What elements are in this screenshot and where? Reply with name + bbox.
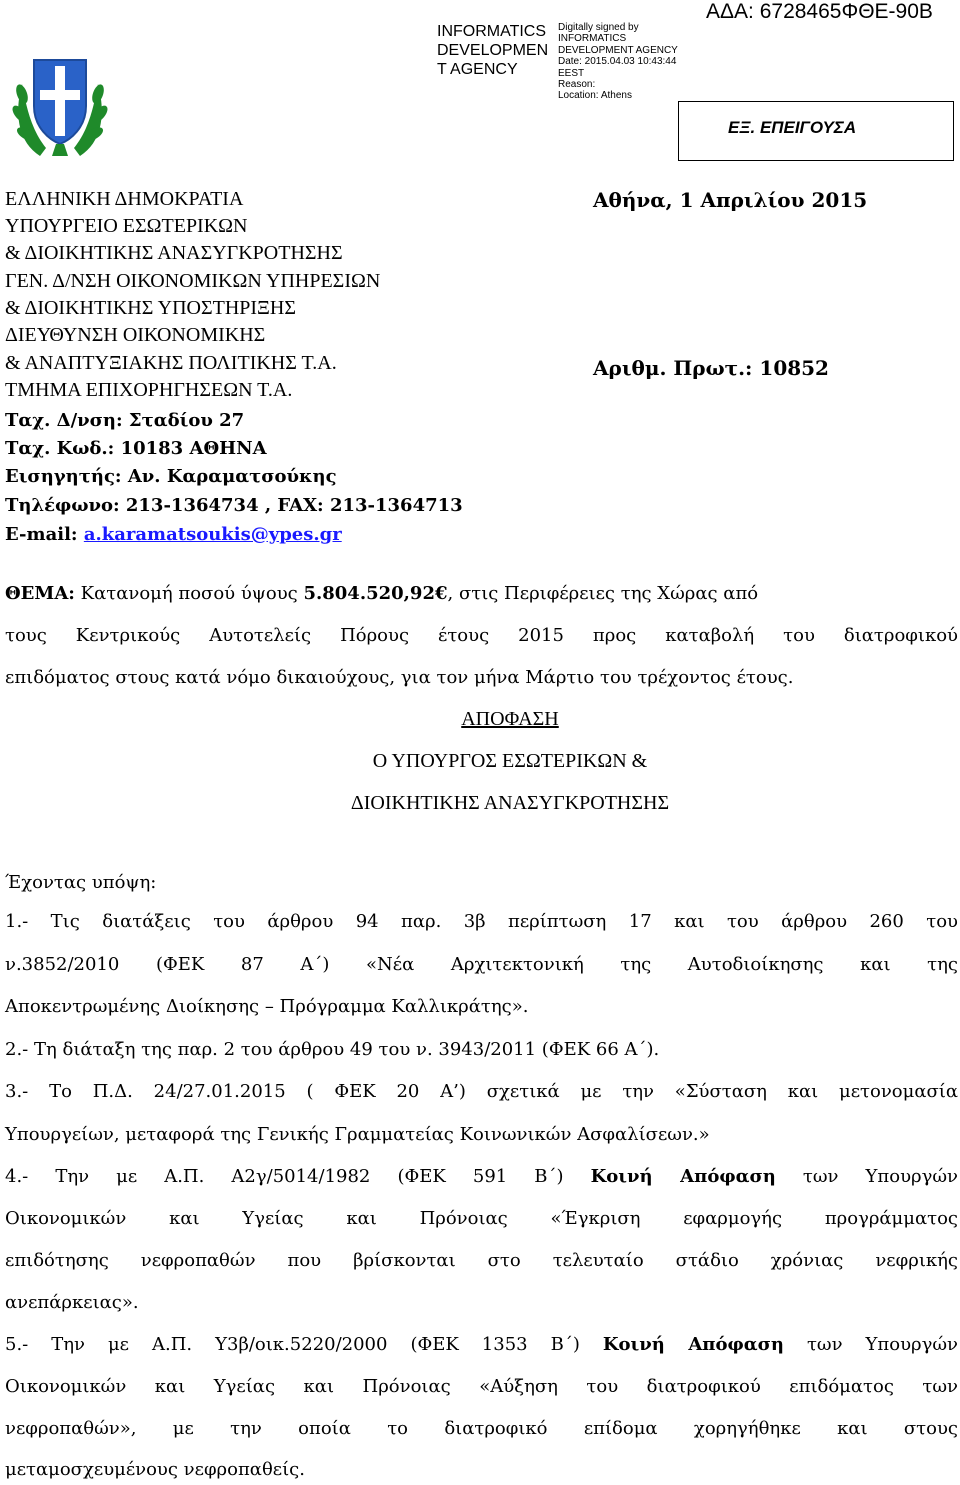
item-5-line [5, 1334, 958, 1355]
subject-label: ΘΕΜΑ: [5, 583, 75, 604]
signature-detail: Reason: [558, 79, 596, 91]
item-5-text: 5.- Την με Α.Π. Υ3β/οικ.5220/2000 (ΦΕΚ 1353 Β΄) [5, 1334, 603, 1355]
item-4-line: Οικονομικών και Υγείας και Πρόνοιας «Έγκριση εφαρμογής προγράμματος [5, 1208, 958, 1229]
considering-label: Έχοντας υπόψη: [5, 872, 157, 893]
item-4-line: ανεπάρκειας». [5, 1292, 139, 1313]
protocol-number: Αριθμ. Πρωτ.: 10852 [593, 356, 829, 380]
item-4-line [5, 1166, 958, 1187]
item-3-line: 3.- Το Π.Δ. 24/27.01.2015 ( ΦΕΚ 20 Α’) σχετικά με την «Σύσταση και μετονομασία [5, 1081, 958, 1102]
subject-line-1 [5, 583, 758, 604]
subject-line-2: τους Κεντρικούς Αυτοτελείς Πόρους έτους 2015 προς καταβολή του διατροφικού [5, 625, 958, 646]
item-4-text: 4.- Την με Α.Π. Α2γ/5014/1982 (ΦΕΚ 591 Β΄) [5, 1166, 591, 1187]
ada-code: ΑΔΑ: 6728465ΦΘΕ-90Β [706, 0, 933, 23]
email-line [5, 524, 342, 545]
rapporteur-line: Εισηγητής: Αν. Καραματσούκης [5, 466, 337, 487]
signature-detail: Digitally signed by [558, 22, 639, 33]
minister-title-2: ΔΙΟΙΚΗΤΙΚΗΣ ΑΝΑΣΥΓΚΡΟΤΗΣΗΣ [350, 792, 670, 814]
urgency-label: ΕΞ. ΕΠΕΙΓΟΥΣΑ [728, 118, 857, 137]
item-3-line: Υπουργείων, μεταφορά της Γενικής Γραμματείας Κοινωνικών Ασφαλίσεων.» [5, 1124, 710, 1145]
subject-line-3: επιδόματος στους κατά νόμο δικαιούχους, για τον μήνα Μάρτιο του τρέχοντος έτους. [5, 667, 794, 688]
signature-detail: EEST [558, 67, 585, 79]
email-label: E-mail: [5, 524, 84, 545]
address-line: Ταχ. Δ/νση: Σταδίου 27 [5, 410, 245, 431]
item-1-line: Αποκεντρωμένης Διοίκησης – Πρόγραμμα Καλλικράτης». [5, 996, 529, 1017]
signature-org-line: DEVELOPMEN [437, 42, 549, 59]
phone-line: Τηλέφωνο: 213-1364734 , FAX: 213-1364713 [5, 495, 463, 516]
decision-title: ΑΠΟΦΑΣΗ [461, 708, 559, 730]
item-4-text: των Υπουργών [775, 1166, 958, 1187]
item-5-text: των Υπουργών [783, 1334, 958, 1355]
item-1-line: 1.- Τις διατάξεις του άρθρου 94 παρ. 3β περίπτωση 17 και του άρθρου 260 του [5, 911, 958, 932]
item-5-line: Οικονομικών και Υγείας και Πρόνοιας «Αύξηση του διατροφικού επιδόματος των [5, 1376, 958, 1397]
item-1-line: ν.3852/2010 (ΦΕΚ 87 Α΄) «Νέα Αρχιτεκτονική της Αυτοδιοίκησης και της [5, 954, 958, 975]
issuer-line: & ΑΝΑΠΤΥΞΙΑΚΗΣ ΠΟΛΙΤΙΚΗΣ Τ.Α. [5, 352, 337, 374]
minister-title-1: Ο ΥΠΟΥΡΓΟΣ ΕΣΩΤΕΡΙΚΩΝ & [372, 750, 648, 772]
email-link[interactable]: a.karamatsoukis@ypes.gr [83, 524, 342, 545]
signature-detail: DEVELOPMENT AGENCY [558, 44, 678, 56]
issuer-line: ΓΕΝ. Δ/ΝΣΗ ΟΙΚΟΝΟΜΙΚΩΝ ΥΠΗΡΕΣΙΩΝ [5, 270, 381, 292]
greek-emblem-icon [10, 44, 110, 170]
item-2-line: 2.- Τη διάταξη της παρ. 2 του άρθρου 49 του ν. 3943/2011 (ΦΕΚ 66 Α΄). [5, 1039, 660, 1060]
issuer-line: ΤΜΗΜΑ ΕΠΙΧΟΡΗΓΗΣΕΩΝ Τ.Α. [5, 379, 293, 401]
signature-detail: Location: Athens [558, 90, 632, 102]
issuer-line: & ΔΙΟΙΚΗΤΙΚΗΣ ΑΝΑΣΥΓΚΡΟΤΗΣΗΣ [5, 242, 343, 264]
issuer-line: ΥΠΟΥΡΓΕΙΟ ΕΣΩΤΕΡΙΚΩΝ [5, 215, 248, 237]
signature-details [558, 22, 678, 102]
signature-organization [437, 22, 548, 79]
subject-amount: 5.804.520,92€ [303, 583, 448, 604]
item-4-line: επιδότησης νεφροπαθών που βρίσκονται στο τελευταίο στάδιο χρόνιας νεφρικής [5, 1250, 958, 1271]
issuer-line: & ΔΙΟΙΚΗΤΙΚΗΣ ΥΠΟΣΤΗΡΙΞΗΣ [5, 297, 296, 319]
item-4-bold: Κοινή Απόφαση [590, 1166, 776, 1187]
item-5-bold: Κοινή Απόφαση [602, 1334, 784, 1355]
postcode-line: Ταχ. Κωδ.: 10183 ΑΘΗΝΑ [5, 438, 267, 459]
subject-text: Κατανομή ποσού ύψους [74, 583, 304, 604]
item-5-line: νεφροπαθών», με την οποία το διατροφικό επίδομα χορηγήθηκε και στους [5, 1418, 958, 1439]
issuer-line: ΔΙΕΥΘΥΝΣΗ ΟΙΚΟΝΟΜΙΚΗΣ [5, 324, 266, 346]
signature-detail: INFORMATICS [558, 33, 627, 45]
signature-org-line: INFORMATICS [437, 23, 547, 40]
issuer-line: ΕΛΛΗΝΙΚΗ ΔΗΜΟΚΡΑΤΙΑ [5, 188, 244, 210]
signature-org-line: T AGENCY [437, 61, 518, 78]
subject-text: , στις Περιφέρειες της Χώρας από [447, 583, 759, 604]
document-date: Αθήνα, 1 Απριλίου 2015 [593, 188, 868, 212]
item-5-line: μεταμοσχευμένους νεφροπαθείς. [5, 1459, 305, 1480]
signature-detail: Date: 2015.04.03 10:43:44 [558, 56, 677, 68]
